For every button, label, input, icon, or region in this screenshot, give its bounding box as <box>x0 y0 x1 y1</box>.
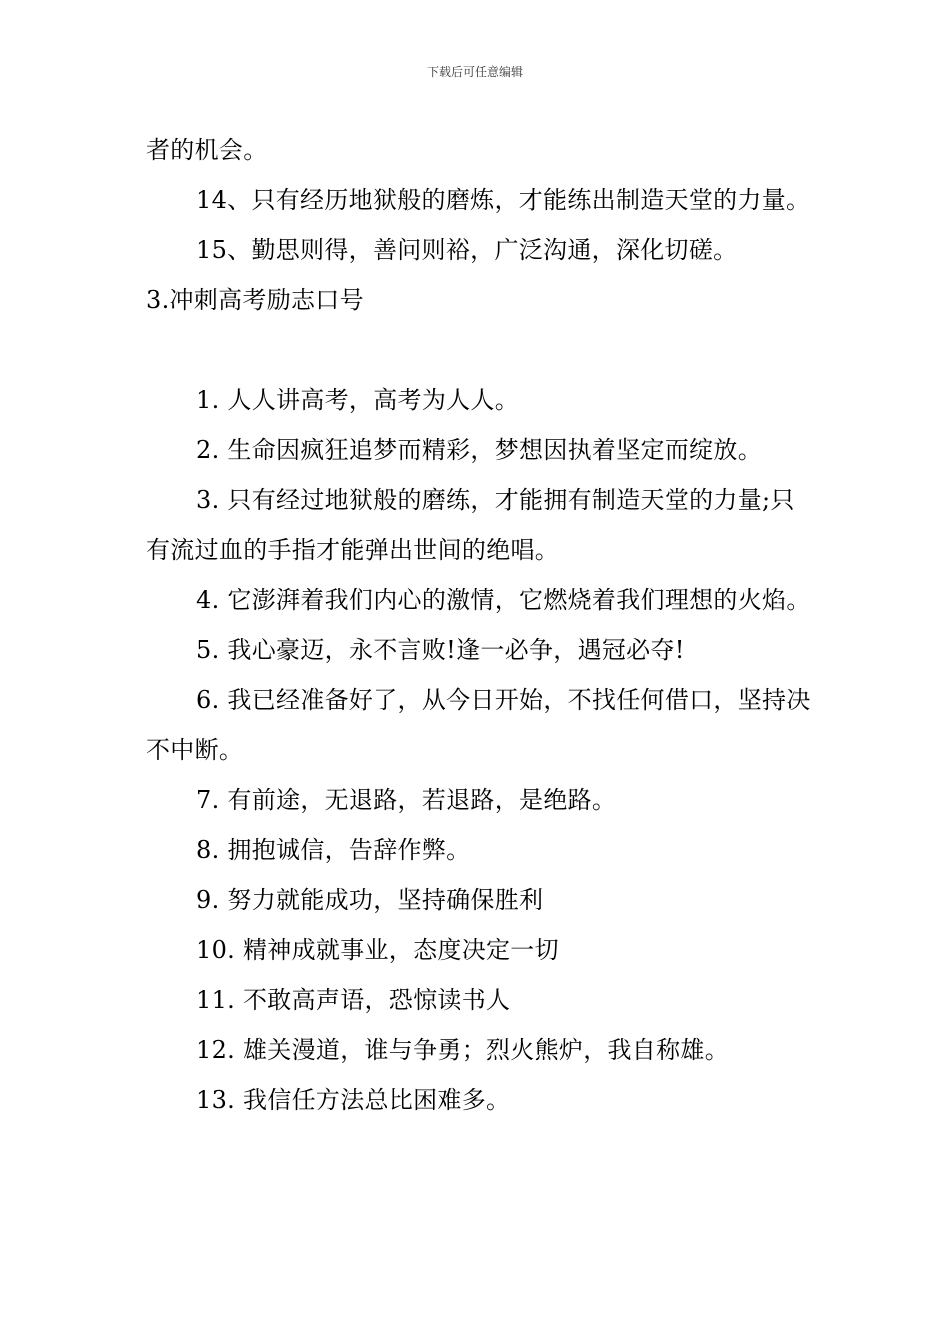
slogan-item-13: 13. 我信任方法总比困难多。 <box>196 1086 511 1114</box>
slogan-item-10: 10. 精神成就事业，态度决定一切 <box>196 936 559 964</box>
slogan-item-1: 1. 人人讲高考，高考为人人。 <box>196 386 520 414</box>
document-body <box>146 125 811 1125</box>
slogan-item-3: 3. 只有经过地狱般的磨练，才能拥有制造天堂的力量;只有流过血的手指才能弹出世间的绝唱。 <box>146 486 795 564</box>
paragraph-item-14: 14、只有经历地狱般的磨炼，才能练出制造天堂的力量。 <box>196 186 811 214</box>
paragraph-item-15: 15、勤思则得，善问则裕，广泛沟通，深化切磋。 <box>196 236 738 264</box>
slogan-item-12: 12. 雄关漫道，谁与争勇；烈火熊炉，我自称雄。 <box>196 1036 729 1064</box>
slogan-item-6: 6. 我已经准备好了，从今日开始，不找任何借口，坚持决不中断。 <box>146 686 811 764</box>
paragraph-continuation: 者的机会。 <box>146 136 268 164</box>
section-title: 3.冲刺高考励志口号 <box>146 286 364 314</box>
slogan-item-8: 8. 拥抱诚信，告辞作弊。 <box>196 836 471 864</box>
slogan-item-4: 4. 它澎湃着我们内心的激情，它燃烧着我们理想的火焰。 <box>196 586 811 614</box>
slogan-item-2: 2. 生命因疯狂追梦而精彩，梦想因执着坚定而绽放。 <box>196 436 763 464</box>
slogan-item-5: 5. 我心豪迈，永不言败!逢一必争，遇冠必夺! <box>196 636 685 664</box>
section-spacer <box>146 325 811 375</box>
slogan-item-7: 7. 有前途，无退路，若退路，是绝路。 <box>196 786 617 814</box>
slogan-item-11: 11. 不敢高声语，恐惊读书人 <box>196 986 511 1014</box>
slogan-item-9: 9. 努力就能成功，坚持确保胜利 <box>196 886 544 914</box>
page-header: 下载后可任意编辑 <box>426 65 523 79</box>
